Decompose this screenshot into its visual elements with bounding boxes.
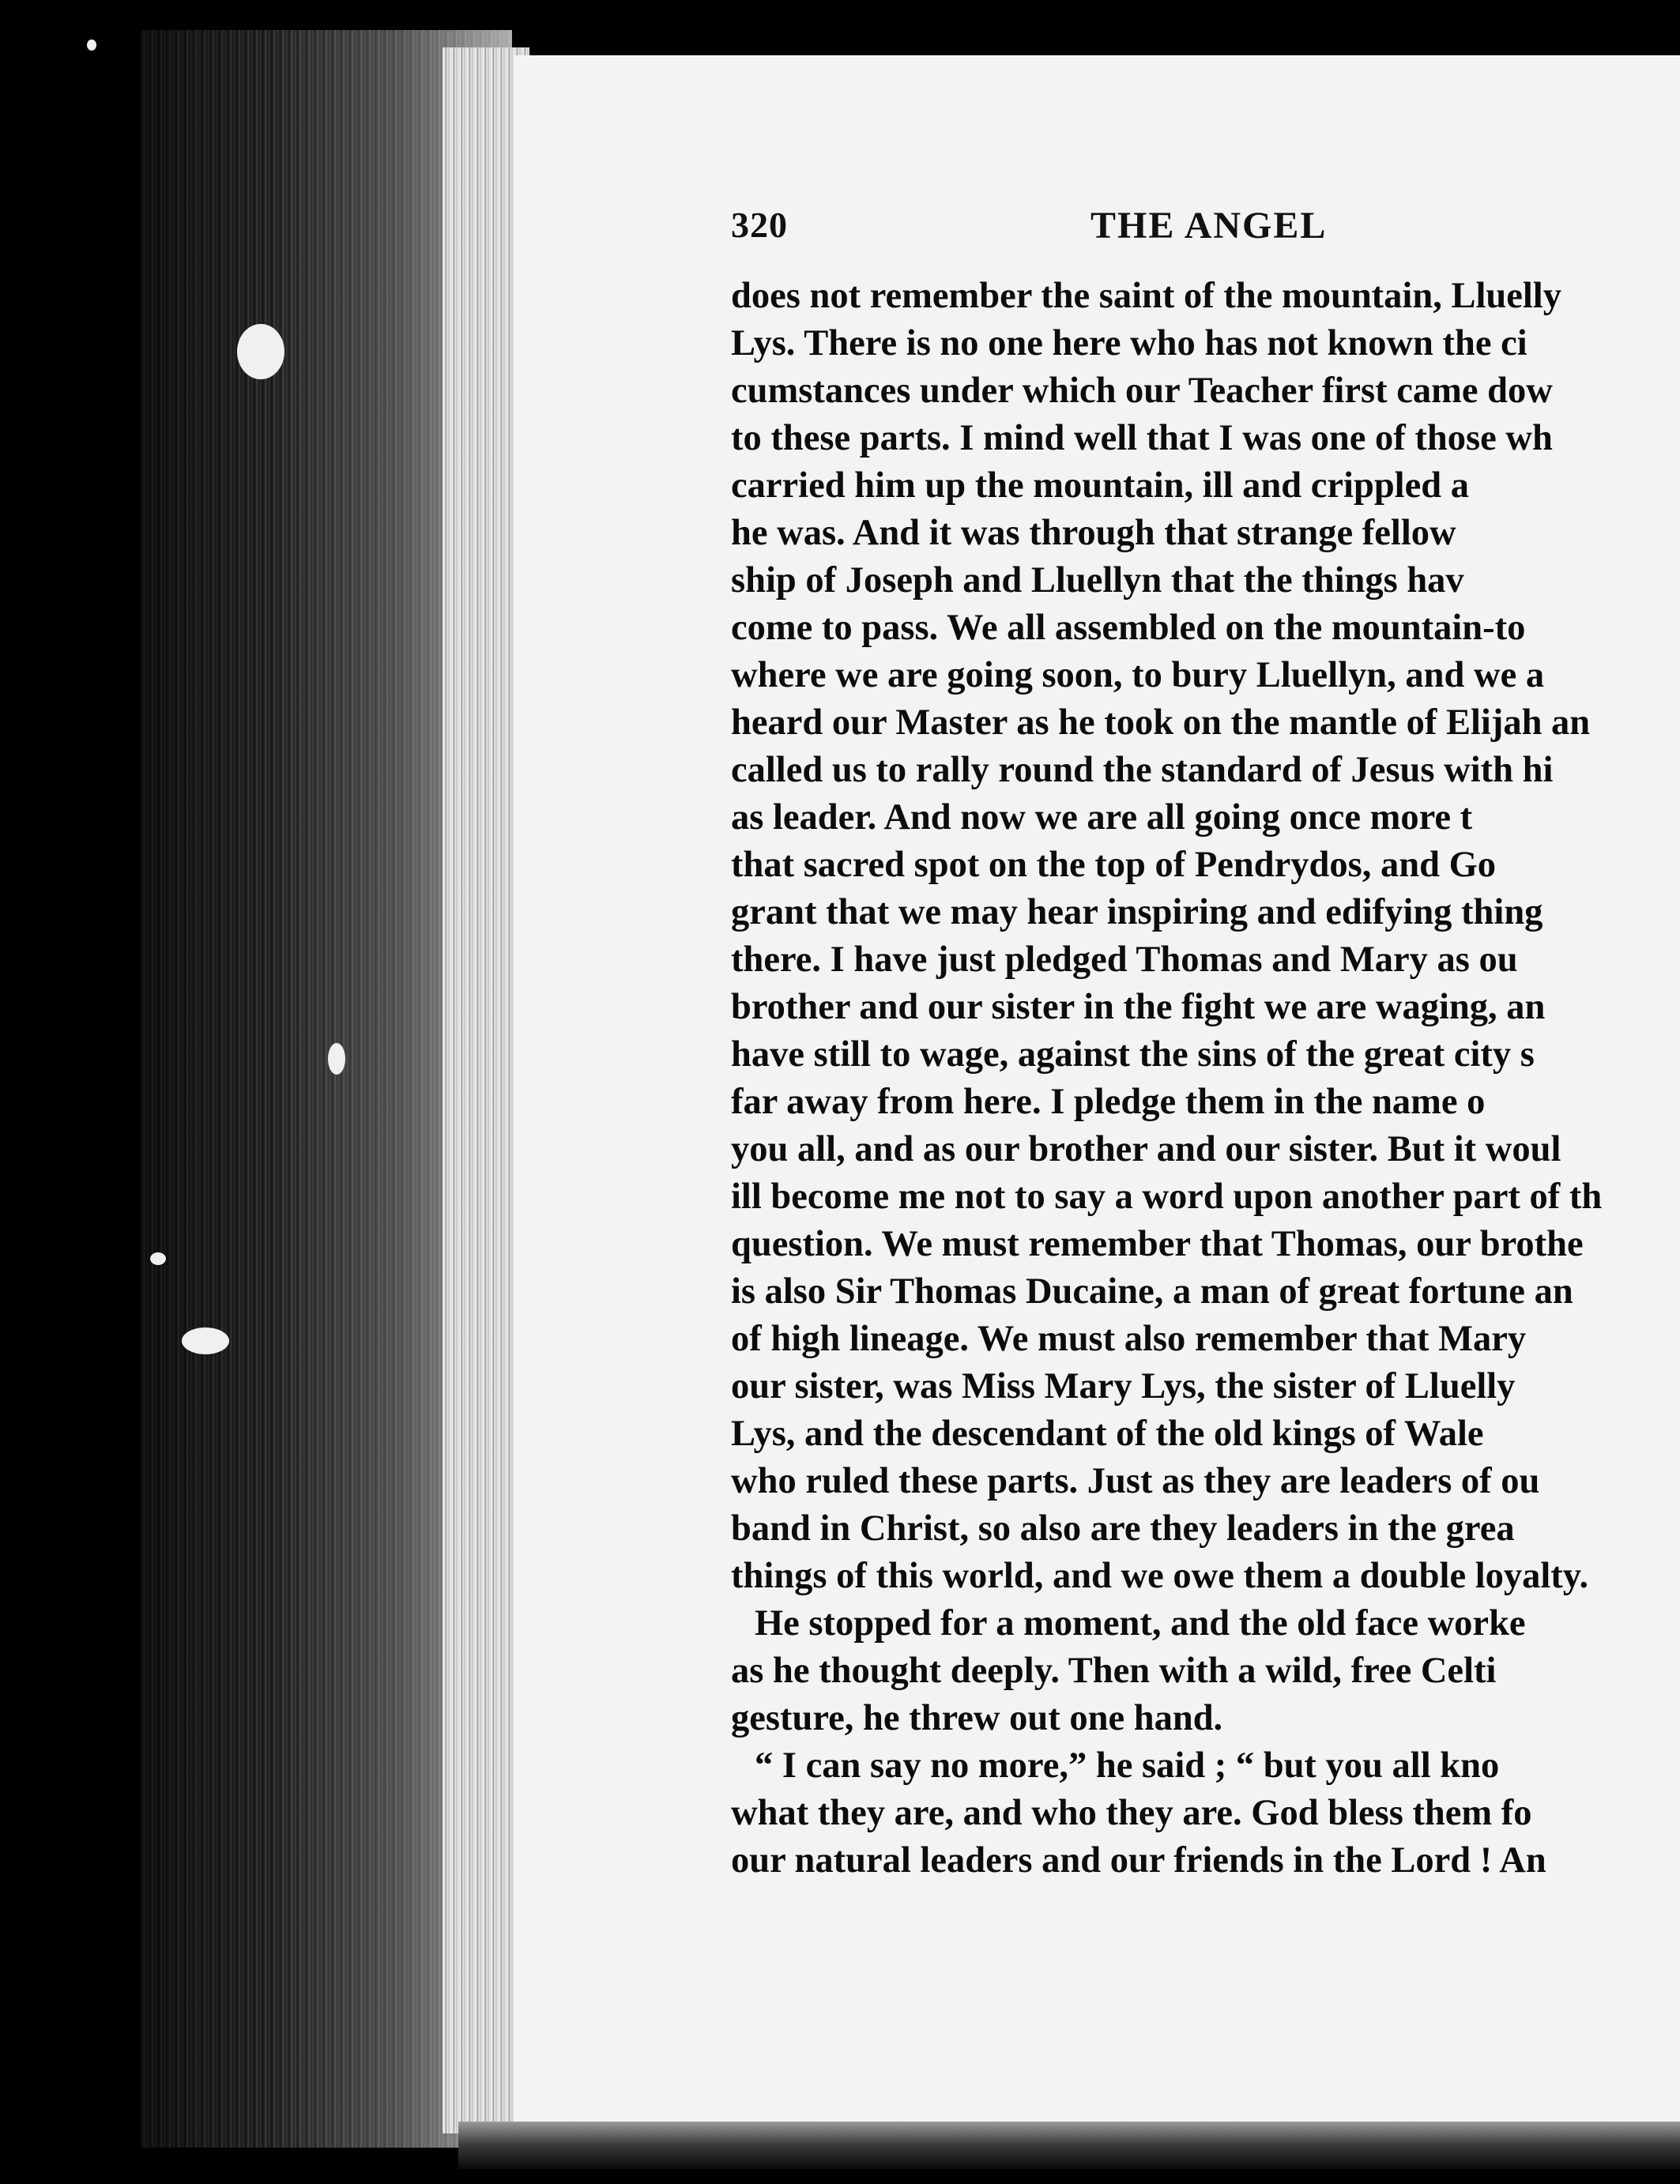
body-text [731, 273, 1680, 1885]
running-title: THE ANGEL [1090, 205, 1328, 247]
text-line: He stopped for a moment, and the old face worke [755, 1603, 1526, 1644]
scan-speck [182, 1327, 229, 1354]
text-line: things of this world, and we owe them a double loyalty. [731, 1556, 1589, 1596]
text-line: our natural leaders and our friends in the Lord ! An [731, 1840, 1546, 1881]
text-line: who ruled these parts. Just as they are leaders of ou [731, 1461, 1540, 1501]
scan-speck [87, 40, 96, 51]
text-line: grant that we may hear inspiring and edifying thing [731, 892, 1543, 932]
text-line: as leader. And now we are all going once more t [731, 797, 1473, 838]
text-line: does not remember the saint of the mountain, Lluelly [731, 276, 1561, 316]
page-number: 320 [731, 205, 788, 245]
text-line: that sacred spot on the top of Pendrydos, and Go [731, 845, 1496, 885]
text-line: Lys, and the descendant of the old kings of Wale [731, 1414, 1484, 1454]
text-line: called us to rally round the standard of Jesus with hi [731, 750, 1554, 790]
text-line: “ I can say no more,” he said ; “ but you all kno [755, 1745, 1500, 1786]
text-line: ship of Joseph and Lluellyn that the things hav [731, 560, 1464, 601]
text-line: carried him up the mountain, ill and crippled a [731, 465, 1469, 506]
text-line: where we are going soon, to bury Lluellyn, and we a [731, 655, 1545, 695]
text-line: he was. And it was through that strange fellow [731, 513, 1456, 553]
text-line: of high lineage. We must also remember that Mary [731, 1319, 1527, 1359]
text-line: band in Christ, so also are they leaders in the grea [731, 1508, 1515, 1549]
text-line: is also Sir Thomas Ducaine, a man of great fortune an [731, 1271, 1573, 1312]
text-line: far away from here. I pledge them in the name o [731, 1082, 1486, 1122]
scan-speck [150, 1252, 166, 1265]
text-line: ill become me not to say a word upon another part of th [731, 1177, 1603, 1217]
text-line: to these parts. I mind well that I was one of those wh [731, 418, 1553, 458]
text-line: come to pass. We all assembled on the mountain-to [731, 608, 1526, 648]
text-line: question. We must remember that Thomas, our brothe [731, 1224, 1584, 1264]
scan-speck [328, 1043, 345, 1075]
text-line: gesture, he threw out one hand. [731, 1698, 1223, 1738]
text-line: Lys. There is no one here who has not known the ci [731, 323, 1527, 363]
text-line: our sister, was Miss Mary Lys, the sister of Lluelly [731, 1366, 1516, 1406]
scan-speck [237, 324, 284, 379]
text-line: as he thought deeply. Then with a wild, free Celti [731, 1651, 1497, 1691]
running-head [731, 204, 1680, 259]
text-line: cumstances under which our Teacher first came dow [731, 371, 1553, 411]
text-line: what they are, and who they are. God bless them fo [731, 1793, 1532, 1833]
text-line: there. I have just pledged Thomas and Mary as ou [731, 939, 1518, 980]
text-line: heard our Master as he took on the mantle of Elijah an [731, 702, 1591, 743]
text-line: brother and our sister in the fight we are waging, an [731, 987, 1546, 1027]
text-line: have still to wage, against the sins of the great city s [731, 1034, 1535, 1075]
text-line: you all, and as our brother and our sister. But it woul [731, 1129, 1561, 1169]
page-bottom-shadow [458, 2122, 1680, 2169]
